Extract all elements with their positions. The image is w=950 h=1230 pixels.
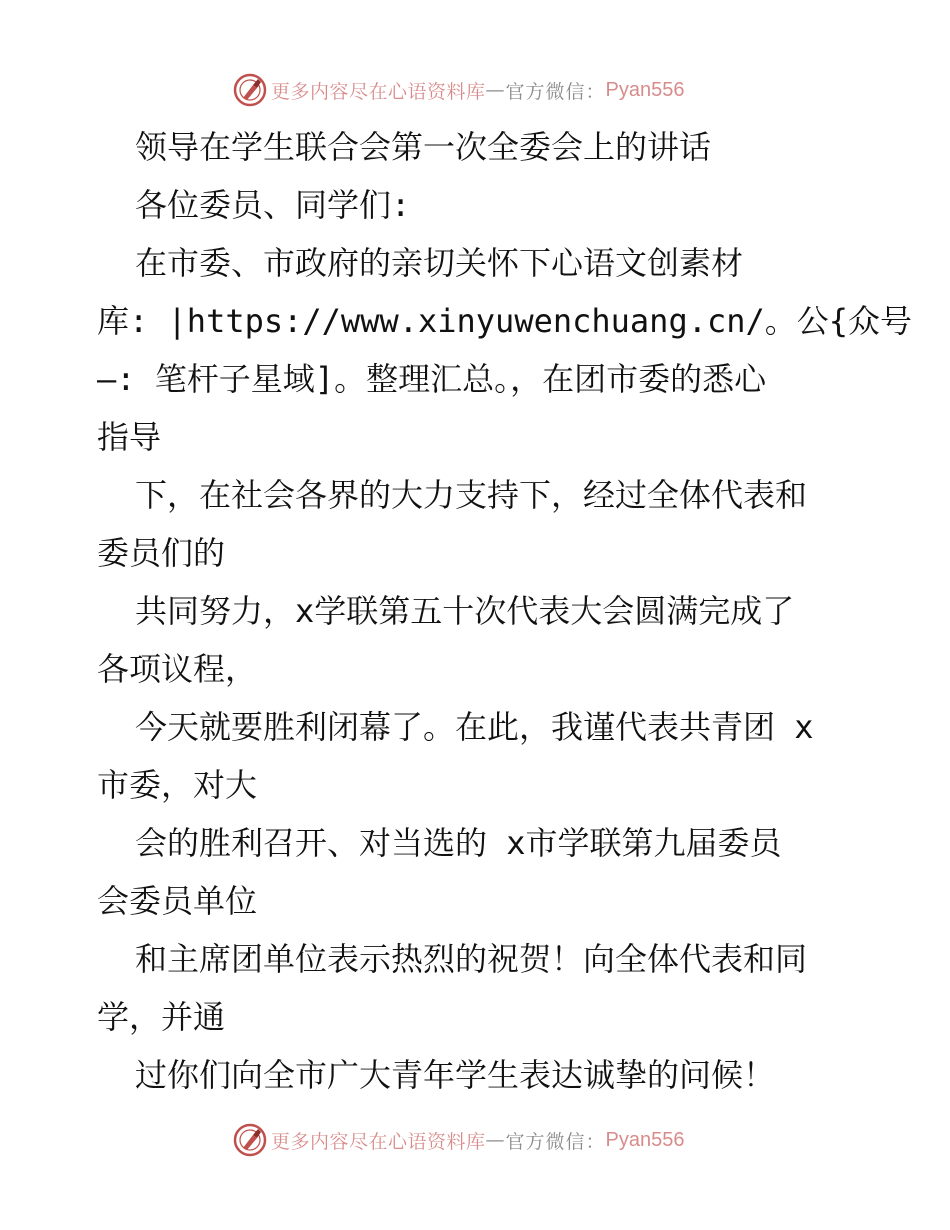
watermark-wechat-id: Pyan556 — [605, 1128, 685, 1151]
text-line: 会的胜利召开、对当选的 x市学联第九届委员 — [135, 824, 782, 862]
text-line: 市委，对大 — [97, 766, 258, 804]
text-line: 和主席团单位表示热烈的祝贺！向全体代表和同 — [135, 940, 808, 978]
salutation: 各位委员、同学们: — [135, 186, 411, 224]
watermark-separator: — — [485, 1129, 506, 1151]
text-line: 共同努力，x学联第五十次代表大会圆满完成了 — [135, 592, 795, 630]
text-line: 会委员单位 — [97, 882, 258, 920]
watermark-ad-text: 更多内容尽在心语资料库 — [271, 1130, 486, 1153]
pen-logo-icon — [233, 73, 267, 107]
document-title: 领导在学生联合会第一次全委会上的讲话 — [135, 128, 712, 166]
watermark-separator: — — [485, 79, 506, 101]
text-line: 各项议程， — [97, 650, 258, 688]
watermark-ad-text: 更多内容尽在心语资料库 — [271, 80, 486, 103]
text-line: 在市委、市政府的亲切关怀下心语文创素材 — [135, 244, 744, 282]
watermark-wechat-label: 官方微信： — [505, 1130, 606, 1153]
text-line: 下，在社会各界的大力支持下，经过全体代表和 — [135, 476, 808, 514]
text-line: 指导 — [97, 418, 162, 456]
text-line: 过你们向全市广大青年学生表达诚挚的问候！ — [135, 1056, 776, 1094]
header-watermark — [233, 70, 685, 110]
pen-logo-icon — [233, 1123, 267, 1157]
footer-watermark — [233, 1120, 685, 1160]
watermark-wechat-id: Pyan556 — [605, 78, 685, 101]
text-line: 库: |https://www.xinyuwenchuang.cn/。公{众号 — [97, 302, 913, 340]
text-line: 委员们的 — [97, 534, 226, 572]
document-body — [97, 118, 913, 1104]
text-line: —: 笔杆子星域]。整理汇总。，在团市委的悉心 — [97, 360, 767, 398]
text-line: 今天就要胜利闭幕了。在此，我谨代表共青团 x — [135, 708, 814, 746]
text-line: 学，并通 — [97, 998, 226, 1036]
watermark-wechat-label: 官方微信： — [505, 80, 606, 103]
